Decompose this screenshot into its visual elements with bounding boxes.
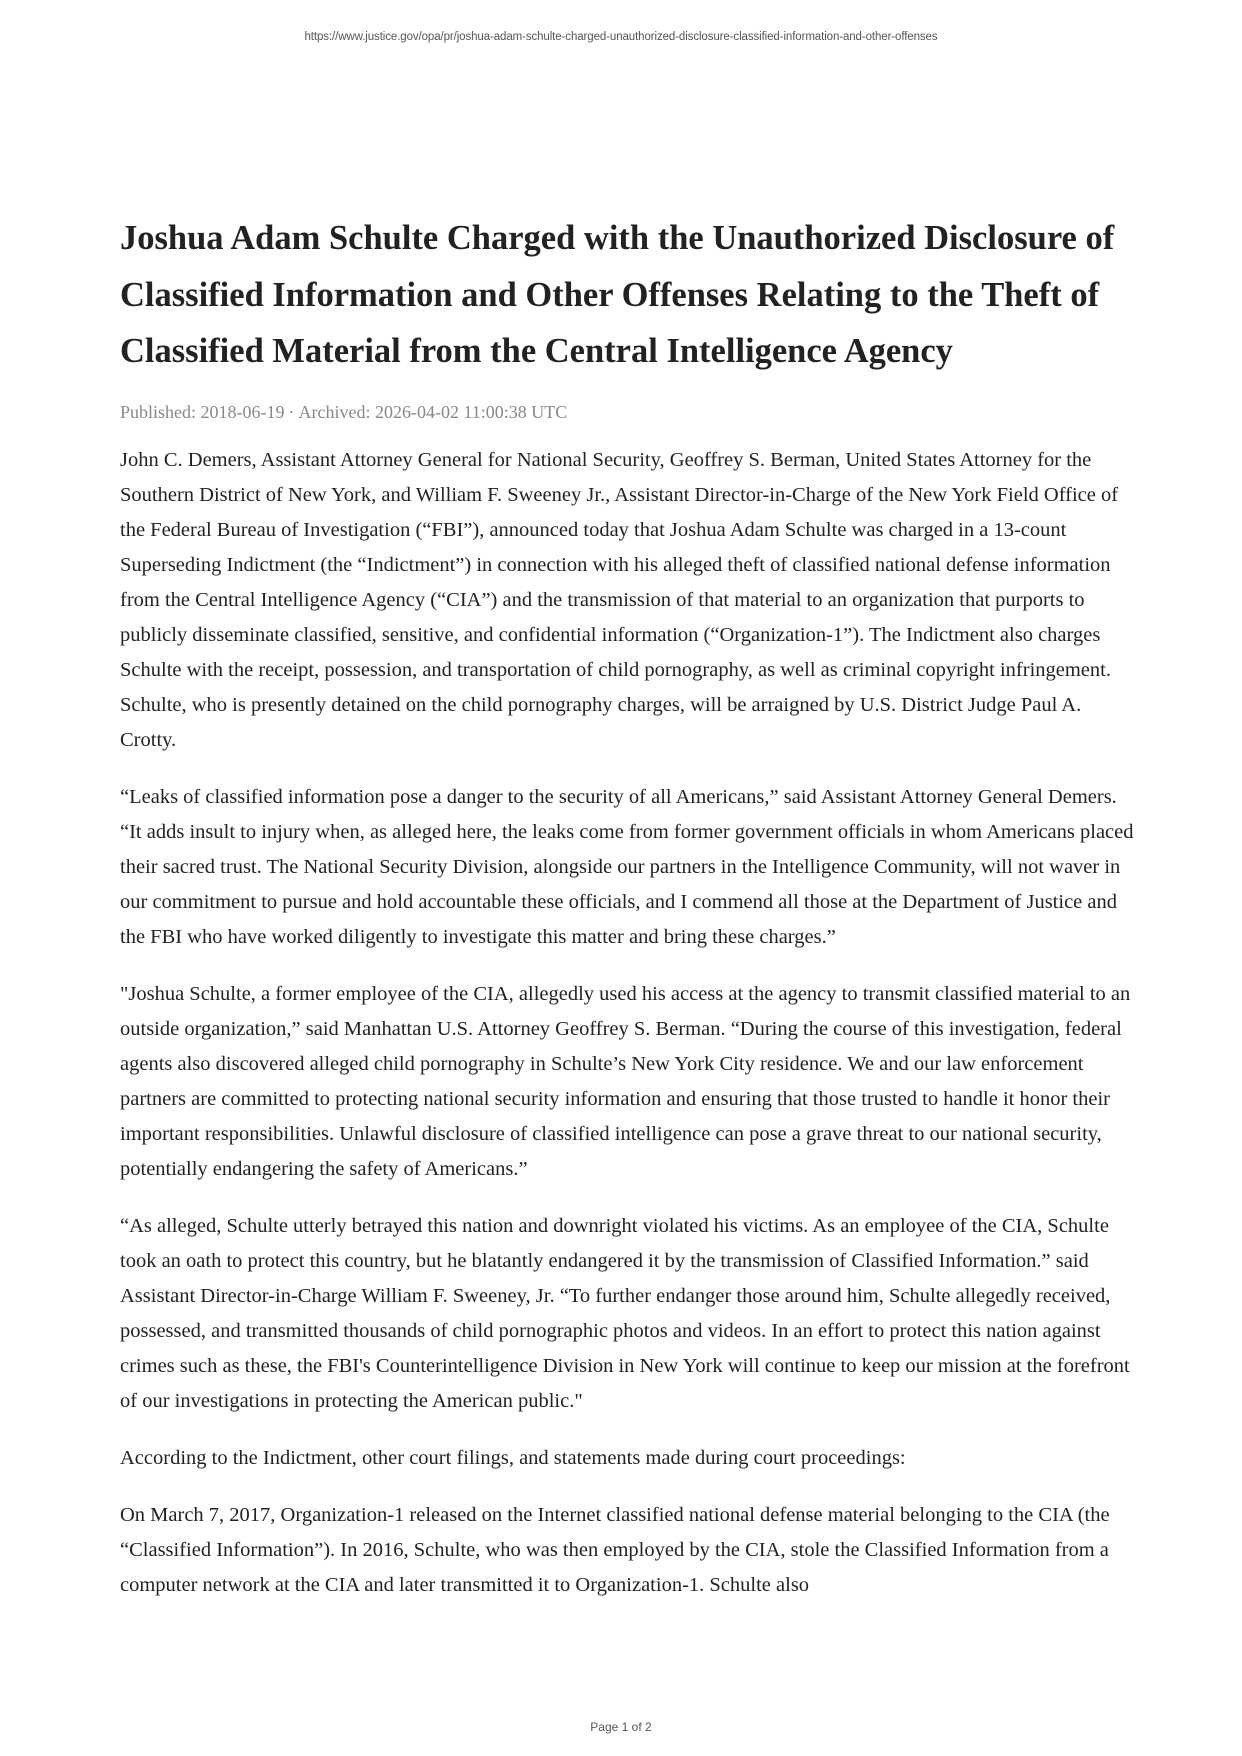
published-date: Published: 2018-06-19 [120, 401, 285, 422]
article-meta [120, 400, 1135, 424]
page-number: Page 1 of 2 [590, 1720, 652, 1734]
article [120, 210, 1135, 1625]
article-title: Joshua Adam Schulte Charged with the Unauthorized Disclosure of Classified Information and Other Offenses Relating to the Theft of Classified Material from the Central Intelligence Agency [120, 219, 1115, 370]
paragraph-5: According to the Indictment, other court filings, and statements made during court proceedings: [120, 1446, 906, 1469]
article-body [120, 443, 1135, 1603]
paragraph-4: “As alleged, Schulte utterly betrayed this nation and downright violated his victims. As an employee of the CIA, Schulte took an oath to protect this country, but he blatantly endangered it by the transmission of Classified Information.” said Assistant Director-in-Charge William F. Sweeney, Jr. “To further endanger those around him, Schulte allegedly received, possessed, and transmitted thousands of child pornographic photos and videos. In an effort to protect this nation against crimes such as these, the FBI's Counterintelligence Division in New York will continue to keep our mission at the forefront of our investigations in protecting the American public." [120, 1214, 1130, 1412]
paragraph-2: “Leaks of classified information pose a danger to the security of all Americans,” said Assistant Attorney General Demers. “It adds insult to injury when, as alleged here, the leaks come from former government officials in whom Americans placed their sacred trust. The National Security Division, alongside our partners in the Intelligence Community, will not waver in our commitment to pursue and hold accountable these officials, and I commend all those at the Department of Justice and the FBI who have worked diligently to investigate this matter and bring these charges.” [120, 785, 1134, 948]
source-url: https://www.justice.gov/opa/pr/joshua-adam-schulte-charged-unauthorized-disclosure-classified-information-and-other-offenses [304, 31, 938, 43]
meta-separator: · [288, 401, 295, 422]
archived-date: Archived: 2026-04-02 11:00:38 UTC [298, 401, 568, 422]
paragraph-3: "Joshua Schulte, a former employee of the CIA, allegedly used his access at the agency to transmit classified material to an outside organization,” said Manhattan U.S. Attorney Geoffrey S. Berman. “During the course of this investigation, federal agents also discovered alleged child pornography in Schulte’s New York City residence. We and our law enforcement partners are committed to protecting national security information and ensuring that those trusted to handle it honor their important responsibilities. Unlawful disclosure of classified intelligence can pose a grave threat to our national security, potentially endangering the safety of Americans.” [120, 982, 1131, 1180]
paragraph-6: On March 7, 2017, Organization-1 released on the Internet classified national defense material belonging to the CIA (the “Classified Information”). In 2016, Schulte, who was then employed by the CIA, stole the Classified Information from a computer network at the CIA and later transmitted it to Organization-1. Schulte also [120, 1503, 1110, 1596]
paragraph-1: John C. Demers, Assistant Attorney General for National Security, Geoffrey S. Berman, United States Attorney for the Southern District of New York, and William F. Sweeney Jr., Assistant Director-in-Charge of the New York Field Office of the Federal Bureau of Investigation (“FBI”), announced today that Joshua Adam Schulte was charged in a 13-count Superseding Indictment (the “Indictment”) in connection with his alleged theft of classified national defense information from the Central Intelligence Agency (“CIA”) and the transmission of that material to an organization that purports to publicly disseminate classified, sensitive, and confidential information (“Organization-1”). The Indictment also charges Schulte with the receipt, possession, and transportation of child pornography, as well as criminal copyright infringement. Schulte, who is presently detained on the child pornography charges, will be arraigned by U.S. District Judge Paul A. Crotty. [120, 448, 1119, 751]
